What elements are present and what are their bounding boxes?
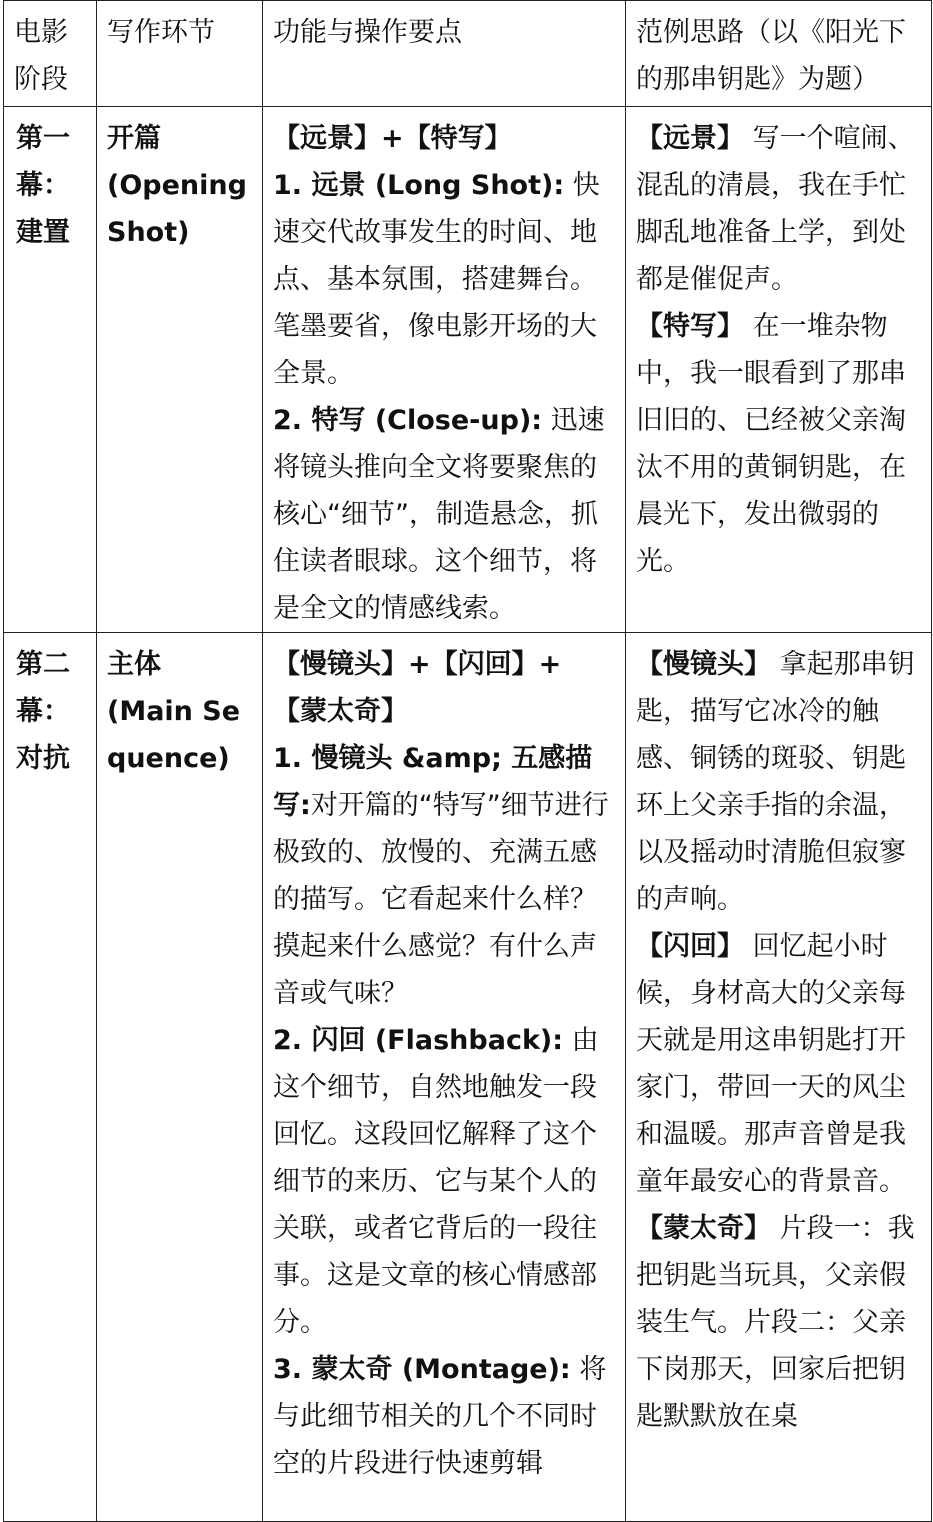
point-item [273,1346,615,1487]
example-cell [626,633,932,1522]
point-item [273,162,615,397]
section-name: 开篇 [107,123,161,154]
point-item [273,397,615,632]
point-text: 快速交代故事发生的时间、地点、基本氛围，搭建舞台。笔墨要省，像电影开场的大全景。 [273,170,600,389]
points-cell [263,107,626,633]
example-tag: 【远景】 [636,123,744,154]
example-tag: 【特写】 [636,311,744,342]
point-text: 由这个细节，自然地触发一段回忆。这段回忆解释了这个细节的来历、它与某个人的关联，或者它背后的一段往事。这是文章的核心情感部分。 [273,1025,599,1338]
point-text: 将与此细节相关的几个不同时空的片段进行快速剪辑 [273,1354,607,1479]
header-film-stage: 电影阶段 [4,1,97,107]
header-writing-section: 写作环节 [97,1,263,107]
content-table [3,0,932,1522]
point-text: 对开篇的“特写”细节进行极致的、放慢的、充满五感的描写。它看起来什么样？摸起来什么感觉？有什么声音或气味？ [273,790,609,1009]
example-item [636,115,921,303]
example-item [636,641,921,923]
point-head: 3. 蒙太奇 (Montage): [273,1354,571,1385]
header-example-idea: 范例思路（以《阳光下的那串钥匙》为题） [626,1,932,107]
example-text: 在一堆杂物中，我一眼看到了那串旧旧的、已经被父亲淘汰不用的黄铜钥匙，在晨光下，发出微弱的光。 [636,311,906,577]
point-text: 迅速将镜头推向全文将要聚焦的核心“细节”，制造悬念，抓住读者眼球。这个细节，将是全文的情感线索。 [273,405,605,624]
section-name: 主体 [107,649,161,680]
stage-cell: 第一幕：建置 [4,107,97,633]
table-row [4,633,932,1522]
point-head: 1. 慢镜头 &amp; 五感描写: [273,743,593,821]
example-cell [626,107,932,633]
point-head: 2. 闪回 (Flashback): [273,1025,564,1056]
header-function-points: 功能与操作要点 [263,1,626,107]
example-tag: 【慢镜头】 [636,649,771,680]
example-item [636,1205,921,1440]
table-header-row [4,1,932,107]
point-item [273,735,615,1017]
stage-cell: 第二幕：对抗 [4,633,97,1522]
example-text: 写一个喧闹、混乱的清晨，我在手忙脚乱地准备上学，到处都是催促声。 [636,123,915,295]
example-text: 拿起那串钥匙，描写它冰冷的触感、铜锈的斑驳、钥匙环上父亲手指的余温，以及摇动时清脆但寂寥的声响。 [636,649,915,915]
table-row [4,107,932,633]
example-item [636,303,921,585]
section-cell [97,107,263,633]
example-tag: 【闪回】 [636,931,744,962]
point-head: 1. 远景 (Long Shot): [273,170,565,201]
points-title: 【远景】+【特写】 [273,123,512,154]
section-cell [97,633,263,1522]
point-head: 2. 特写 (Close-up): [273,405,543,436]
example-item [636,923,921,1205]
section-english: (Opening Shot) [107,170,247,248]
example-text: 回忆起小时候，身材高大的父亲每天就是用这串钥匙打开家门，带回一天的风尘和温暖。那声音曾是我童年最安心的背景音。 [636,931,906,1197]
section-english: (Main Sequence) [107,696,241,774]
point-item [273,1017,615,1346]
points-cell [263,633,626,1522]
points-title: 【慢镜头】+【闪回】+【蒙太奇】 [273,649,562,727]
example-tag: 【蒙太奇】 [636,1213,771,1244]
example-text: 片段一：我把钥匙当玩具，父亲假装生气。片段二：父亲下岗那天，回家后把钥匙默默放在桌 [636,1213,915,1432]
